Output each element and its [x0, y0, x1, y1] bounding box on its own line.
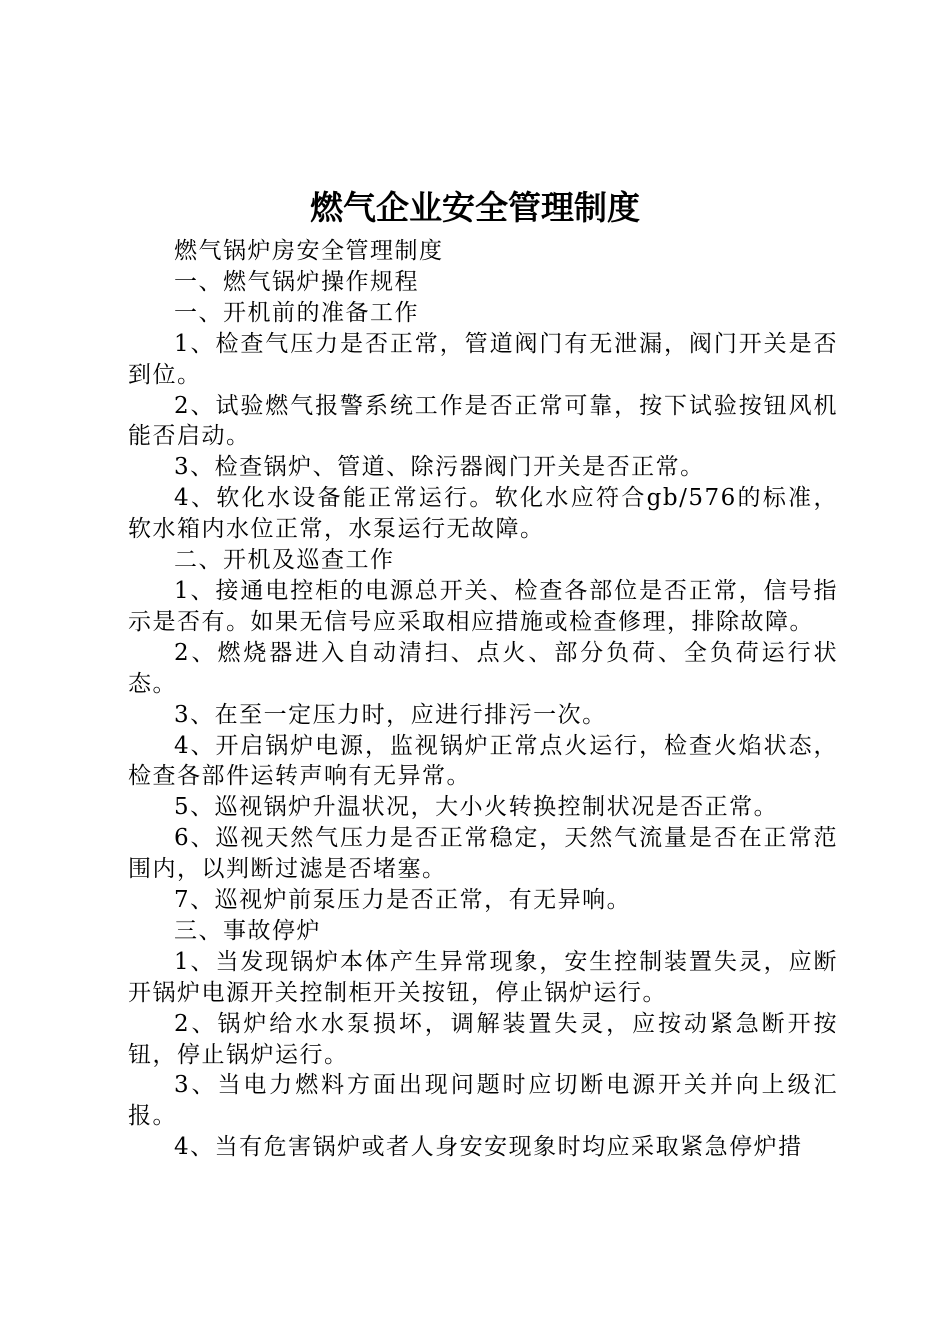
paragraph: 2、燃烧器进入自动清扫、点火、部分负荷、全负荷运行状态。: [128, 639, 838, 697]
paragraph: 二、开机及巡查工作: [174, 547, 395, 574]
paragraph: 一、开机前的准备工作: [174, 299, 419, 326]
paragraph: 三、事故停炉: [174, 917, 321, 944]
paragraph: 1、当发现锅炉本体产生异常现象，安生控制装置失灵，应断开锅炉电源开关控制柜开关按钮，停止锅炉运行。: [128, 948, 838, 1006]
paragraph: 3、当电力燃料方面出现问题时应切断电源开关并向上级汇报。: [128, 1072, 838, 1130]
paragraph: 7、巡视炉前泵压力是否正常，有无异响。: [174, 887, 632, 914]
document-body: [128, 236, 838, 1163]
paragraph: 3、检查锅炉、管道、除污器阀门开关是否正常。: [174, 454, 705, 481]
paragraph: 6、巡视天然气压力是否正常稳定，天然气流量是否在正常范围内，以判断过滤是否堵塞。: [128, 825, 838, 883]
paragraph: 燃气锅炉房安全管理制度: [174, 238, 444, 264]
paragraph: 2、锅炉给水水泵损坏，调解装置失灵，应按动紧急断开按钮，停止锅炉运行。: [128, 1010, 838, 1068]
paragraph: 4、开启锅炉电源，监视锅炉正常点火运行，检查火焰状态，检查各部件运转声响有无异常。: [128, 732, 838, 790]
paragraph: 4、软化水设备能正常运行。软化水应符合gb/576的标准，软水箱内水位正常，水泵运行无故障。: [128, 485, 838, 543]
paragraph: 4、当有危害锅炉或者人身安安现象时均应采取紧急停炉措: [174, 1134, 803, 1161]
paragraph: 1、接通电控柜的电源总开关、检查各部位是否正常，信号指示是否有。如果无信号应采取相应措施或检查修理，排除故障。: [128, 577, 838, 635]
paragraph: 一、燃气锅炉操作规程: [174, 268, 419, 295]
paragraph: 1、检查气压力是否正常，管道阀门有无泄漏，阀门开关是否到位。: [128, 330, 838, 388]
paragraph: 2、试验燃气报警系统工作是否正常可靠，按下试验按钮风机能否启动。: [128, 392, 838, 450]
document-title: 燃气企业安全管理制度: [310, 188, 640, 227]
paragraph: 5、巡视锅炉升温状况，大小火转换控制状况是否正常。: [174, 794, 779, 821]
paragraph: 3、在至一定压力时，应进行排污一次。: [174, 701, 607, 728]
